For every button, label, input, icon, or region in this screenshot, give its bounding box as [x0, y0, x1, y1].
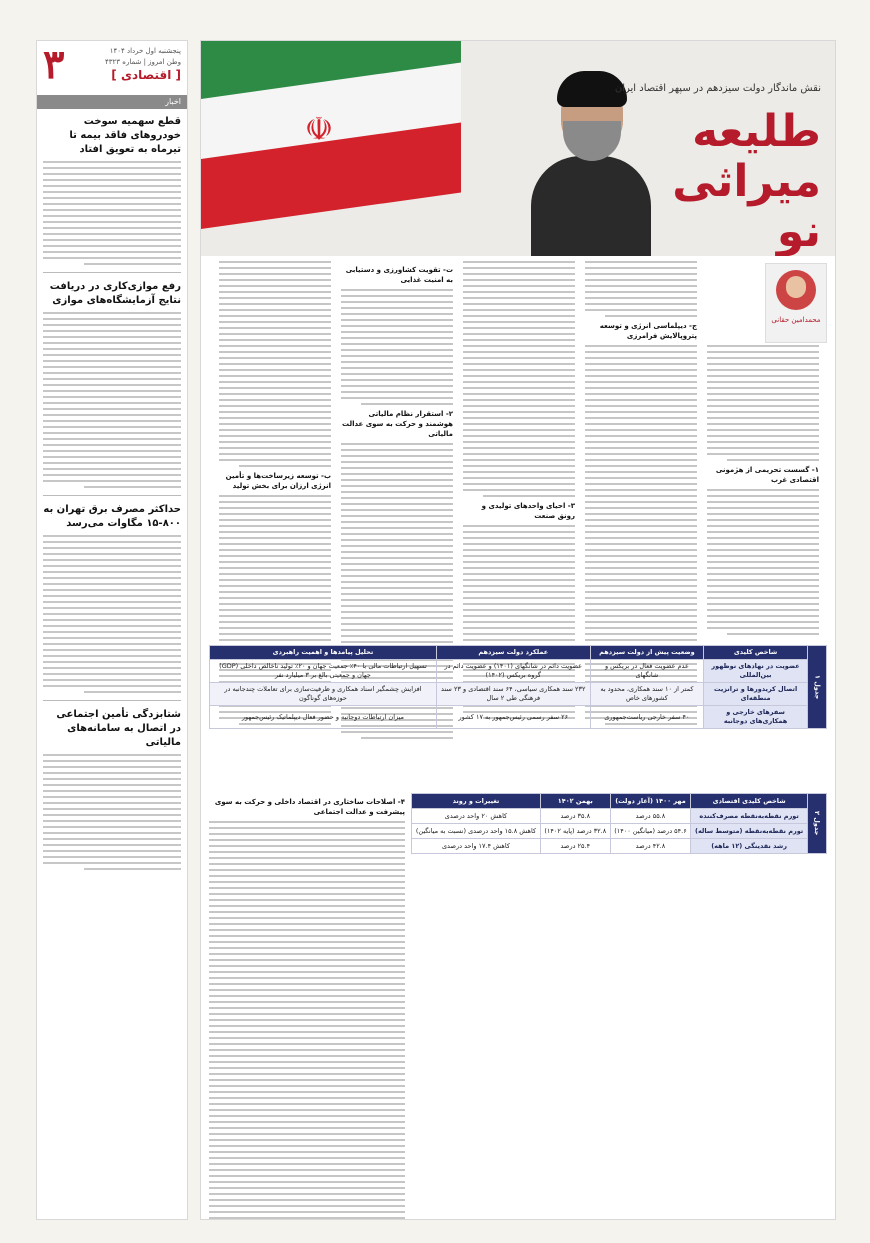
- table-row: اتصال کریدورها و ترانزیت منطقه‌ای کمتر از ۱۰ سند همکاری، محدود به کشورهای خاص ۲۳۲ سند همکاری سیاسی، ۶۴ سند اقتصادی و ۲۳ سند فرهنگی طی ۲ سال افزایش چشمگیر اسناد همکاری و ظرفیت‌سازی برای تعاملات چندجانبه در حوزه‌های گوناگون: [210, 683, 827, 706]
- article-column: [585, 261, 697, 641]
- news-title: رفع موازی‌کاری در دریافت نتایج آزمایشگاه‌های موازی: [49, 281, 181, 306]
- headline: طلیعه میراثی نو: [672, 106, 821, 256]
- hero-banner: [201, 41, 835, 256]
- issue-line: وطن امروز | شماره ۴۳۲۳: [105, 58, 181, 66]
- article-body: [209, 261, 827, 641]
- page-number: ۳: [43, 41, 65, 88]
- article-subhead: ۳- احیای واحدهای تولیدی و رونق صنعت: [481, 502, 575, 520]
- article-column: [341, 261, 453, 641]
- table-row: تورم نقطه‌به‌نقطه مصرف‌کننده ۵۵.۸ درصد ۳۵.۸ درصد کاهش ۲۰ واحد درصدی: [412, 809, 827, 824]
- author-name: محمدامین حقانی: [771, 316, 821, 324]
- news-item: [43, 115, 181, 265]
- table-row: عضویت در نهادهای نوظهور بین‌المللی عدم عضویت فعال در بریکس و شانگهای عضویت دائم در شانگهای (۱۴۰۱) و عضویت دائم در گروه بریکس (۱۴۰۲) تسهیل ارتباطات مالی با ۴۰٪ جمعیت جهان و ۲۰٪ تولید ناخالص داخلی (GDP) جهان و جمعیتی بالغ بر ۳ میلیارد نفر: [210, 660, 827, 683]
- flag-emblem-icon: ☫: [304, 110, 334, 148]
- table-side-label: جدول ۲: [808, 794, 827, 854]
- news-item: [43, 708, 181, 870]
- news-title: قطع سهمیه سوخت خودروهای فاقد بیمه تا تیرماه به تعویق افتاد: [69, 116, 181, 155]
- article-subhead: ۴- اصلاحات ساختاری در اقتصاد داخلی و حرکت به سوی پیشرفت و عدالت اجتماعی: [214, 798, 405, 816]
- section-title: [ اقتصادی ]: [111, 68, 181, 82]
- table-2: [411, 793, 827, 854]
- hero-portrait: [531, 71, 651, 256]
- news-item: [43, 280, 181, 488]
- table-1: [209, 645, 827, 729]
- news-item: [43, 503, 181, 693]
- article-subhead: ت- تقویت کشاورزی و دستیابی به امنیت غذایی: [345, 266, 453, 284]
- article-subhead: ۱- گسست تحریمی از هژمونی اقتصادی غرب: [715, 466, 819, 484]
- issue-info: [105, 46, 181, 68]
- table-row: رشد نقدینگی (۱۲ ماهه) ۴۲.۸ درصد ۲۵.۴ درصد کاهش ۱۷.۴ واحد درصدی: [412, 839, 827, 854]
- article-continuation: [209, 793, 405, 1213]
- sidebar: [36, 40, 188, 1220]
- article-column: [219, 261, 331, 641]
- sidebar-header: [37, 41, 187, 91]
- article-subhead: ۲- استقرار نظام مالیاتی هوشمند و حرکت به سوی عدالت مالیاتی: [342, 410, 453, 438]
- table-header-row: جدول ۱ شاخص کلیدی وضعیت پیش از دولت سیزدهم عملکرد دولت سیزدهم تحلیل پیامدها و اهمیت راهبردی: [210, 646, 827, 660]
- table-row: سفرهای خارجی و همکاری‌های دوجانبه ۴۰ سفر خارجی ریاست‌جمهوری ۲۶ سفر رسمی رئیس‌جمهور به ۱۷ کشور میزان ارتباطات دوجانبه و حضور فعال دیپلماتیک رئیس‌جمهور: [210, 706, 827, 729]
- news-label: اخبار: [37, 95, 187, 109]
- news-list: [37, 115, 187, 870]
- article-column: [463, 261, 575, 641]
- table-header-row: جدول ۲ شاخص کلیدی اقتصادی مهر ۱۴۰۰ (آغاز دولت) بهمن ۱۴۰۲ تغییرات و روند: [412, 794, 827, 809]
- article-subhead: ج- دیپلماسی انرژی و توسعه پتروپالایش فرامرزی: [599, 322, 697, 340]
- main-article: [200, 40, 836, 1220]
- news-title: حداکثر مصرف برق تهران به ۸۰۰-۱۵ مگاوات می‌رسد: [43, 504, 181, 529]
- table-row: تورم نقطه‌به‌نقطه (متوسط ساله) ۵۴.۶ درصد (میانگین ۱۴۰۰) ۳۲.۸ درصد (پایه ۱۴۰۲) کاهش ۱۵.۸ واحد درصدی (نسبت به میانگین): [412, 824, 827, 839]
- hero-kicker: نقش ماندگار دولت سیزدهم در سپهر اقتصاد ایران: [614, 83, 821, 94]
- article-subhead: ب- توسعه زیرساخت‌ها و تأمین انرژی ارزان برای بخش تولید: [225, 472, 331, 490]
- news-title: شتابزدگی تأمین اجتماعی در اتصال به سامانه‌های مالیاتی: [56, 709, 181, 748]
- table-side-label: جدول ۱: [808, 646, 827, 729]
- article-column: [707, 345, 819, 641]
- date-line: پنجشنبه اول خرداد ۱۴۰۴: [109, 47, 181, 55]
